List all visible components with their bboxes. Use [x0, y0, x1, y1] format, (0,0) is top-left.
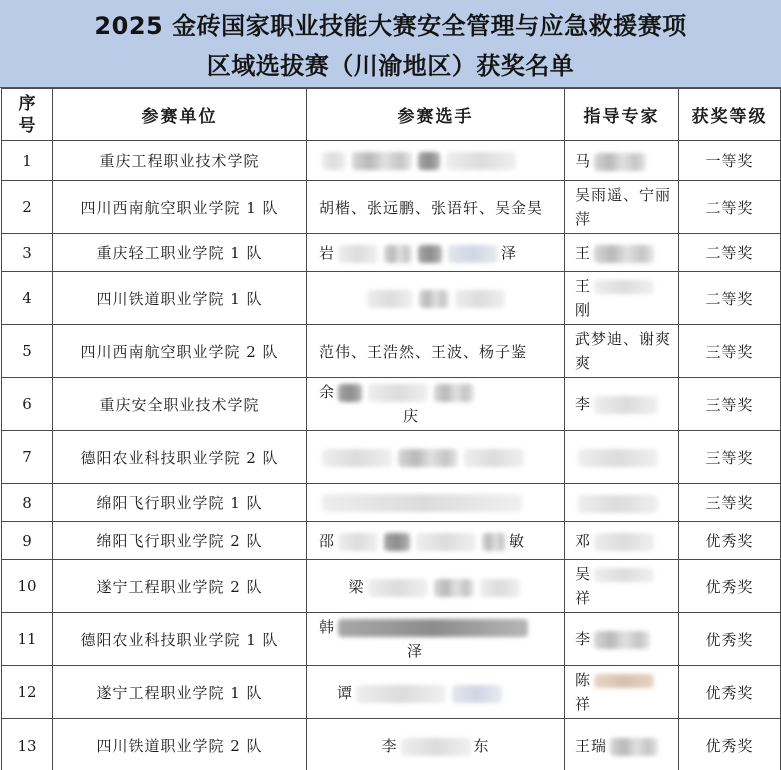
redaction-mark [338, 619, 528, 637]
redaction-mark [322, 152, 346, 170]
row-award: 二等奖 [679, 181, 781, 234]
redaction-mark [384, 533, 410, 551]
expert-text: 王 [575, 243, 592, 262]
header-unit: 参赛单位 [53, 89, 307, 141]
row-award: 三等奖 [679, 325, 781, 378]
redaction-mark [352, 152, 412, 170]
members-line1 [319, 615, 564, 639]
row-award: 二等奖 [679, 272, 781, 325]
title-line-2: 区域选拔赛（川渝地区）获奖名单 [206, 52, 575, 80]
row-members [307, 484, 565, 522]
row-unit: 德阳农业科技职业学院 1 队 [53, 613, 307, 666]
row-number: 10 [2, 560, 53, 613]
row-expert [565, 141, 679, 181]
row-members [307, 613, 565, 666]
members-tail: 泽 [501, 244, 518, 262]
redaction-mark [367, 290, 413, 308]
redaction-mark [578, 449, 658, 467]
redaction-mark [356, 685, 446, 703]
row-expert [565, 560, 679, 613]
award-table [1, 88, 781, 770]
row-number: 1 [2, 141, 53, 181]
redaction-mark [419, 290, 449, 308]
members-text: 李 [381, 737, 398, 755]
expert-text-value: 吴 [575, 565, 592, 583]
row-award: 三等奖 [679, 431, 781, 484]
row-number: 4 [2, 272, 53, 325]
header-seq-label: 序号 [18, 93, 36, 136]
document-header [0, 0, 781, 88]
table-row [2, 141, 781, 181]
row-members: 胡楷、张远鹏、张语轩、吴金昊 [307, 181, 565, 234]
redaction-mark [368, 384, 428, 402]
table-row [2, 484, 781, 522]
row-expert [565, 378, 679, 431]
members-tail: 东 [473, 737, 490, 755]
members-line2: 泽 [407, 642, 424, 660]
expert-text-line2: 刚 [575, 301, 592, 319]
members-line1 [319, 380, 564, 404]
members-text: 邵 [319, 532, 336, 550]
redaction-mark [384, 245, 412, 263]
table-row [2, 613, 781, 666]
redaction-mark [322, 494, 522, 512]
redaction-mark [594, 533, 654, 551]
row-unit: 德阳农业科技职业学院 2 队 [53, 431, 307, 484]
redaction-mark [594, 280, 654, 294]
row-number: 13 [2, 719, 53, 770]
expert-text-line2: 萍 [575, 210, 592, 228]
row-members [307, 666, 565, 719]
expert-text: 王瑞 [575, 736, 608, 755]
row-award: 优秀奖 [679, 613, 781, 666]
table-row [2, 181, 781, 234]
members-text: 谭 [337, 683, 354, 702]
redaction-mark [482, 533, 506, 551]
expert-text: 马 [575, 151, 592, 170]
row-unit: 四川铁道职业学院 1 队 [53, 272, 307, 325]
row-unit: 绵阳飞行职业学院 1 队 [53, 484, 307, 522]
header-seq [2, 89, 53, 141]
row-unit: 重庆安全职业技术学院 [53, 378, 307, 431]
redaction-mark [398, 449, 458, 467]
redaction-mark [368, 579, 428, 597]
expert-text: 李 [575, 395, 592, 413]
expert-text-line2: 爽 [575, 354, 592, 372]
redaction-mark [455, 290, 505, 308]
expert-text: 吴雨遥、宁丽 [575, 186, 672, 204]
row-number: 6 [2, 378, 53, 431]
row-members [307, 560, 565, 613]
row-number: 2 [2, 181, 53, 234]
row-award: 优秀奖 [679, 719, 781, 770]
table-header-row [2, 89, 781, 141]
table-row [2, 522, 781, 560]
redaction-mark [594, 631, 650, 649]
redaction-mark [594, 245, 654, 263]
row-unit: 四川西南航空职业学院 1 队 [53, 181, 307, 234]
expert-text: 邓 [575, 531, 592, 550]
table-row [2, 272, 781, 325]
redaction-mark [448, 245, 498, 263]
header-expert: 指导专家 [565, 89, 679, 141]
expert-text: 武梦迪、谢爽 [575, 330, 672, 348]
redaction-mark [464, 449, 524, 467]
members-tail: 敏 [509, 532, 526, 550]
redaction-mark [610, 738, 658, 756]
table-row [2, 666, 781, 719]
row-members [307, 522, 565, 560]
row-number: 12 [2, 666, 53, 719]
table-row [2, 560, 781, 613]
row-members [307, 378, 565, 431]
row-expert [565, 613, 679, 666]
row-members [307, 234, 565, 272]
row-unit: 四川铁道职业学院 2 队 [53, 719, 307, 770]
row-unit: 重庆轻工职业学院 1 队 [53, 234, 307, 272]
redaction-mark [416, 533, 476, 551]
redaction-mark [401, 738, 471, 756]
redaction-mark [594, 396, 658, 414]
row-award: 三等奖 [679, 378, 781, 431]
redaction-mark [594, 568, 654, 582]
redaction-mark [322, 449, 392, 467]
row-number: 7 [2, 431, 53, 484]
expert-text [575, 668, 678, 692]
table-row [2, 234, 781, 272]
expert-text: 李 [575, 630, 592, 648]
redaction-mark [594, 153, 646, 171]
members-text: 余 [319, 383, 336, 401]
redaction-mark [418, 245, 442, 263]
row-award: 三等奖 [679, 484, 781, 522]
title-line-1: 2025 金砖国家职业技能大赛安全管理与应急救援赛项 [94, 12, 687, 40]
redaction-mark [338, 245, 378, 263]
expert-text-value: 陈 [575, 671, 592, 689]
row-members [307, 719, 565, 770]
redaction-mark [338, 384, 362, 402]
header-members: 参赛选手 [307, 89, 565, 141]
redaction-mark [434, 579, 474, 597]
header-award: 获奖等级 [679, 89, 781, 141]
row-unit: 遂宁工程职业学院 1 队 [53, 666, 307, 719]
row-expert [565, 719, 679, 770]
members-text: 岩 [319, 244, 336, 262]
expert-text-line2: 祥 [575, 695, 592, 713]
row-expert [565, 181, 679, 234]
row-unit: 重庆工程职业技术学院 [53, 141, 307, 181]
row-number: 9 [2, 522, 53, 560]
row-award: 优秀奖 [679, 666, 781, 719]
redaction-mark [480, 579, 520, 597]
row-award: 优秀奖 [679, 522, 781, 560]
row-number: 11 [2, 613, 53, 666]
row-members [307, 431, 565, 484]
row-expert [565, 272, 679, 325]
members-text: 梁 [348, 577, 365, 596]
expert-text-line2: 祥 [575, 589, 592, 607]
table-row [2, 719, 781, 770]
row-members: 范伟、王浩然、王波、杨子鉴 [307, 325, 565, 378]
row-award: 优秀奖 [679, 560, 781, 613]
table-row [2, 325, 781, 378]
redaction-mark [434, 384, 474, 402]
row-unit: 四川西南航空职业学院 2 队 [53, 325, 307, 378]
redaction-mark [446, 152, 516, 170]
row-expert [565, 325, 679, 378]
table-row [2, 378, 781, 431]
row-unit: 遂宁工程职业学院 2 队 [53, 560, 307, 613]
row-members [307, 272, 565, 325]
redaction-mark [338, 533, 378, 551]
redaction-mark [578, 495, 658, 513]
row-expert [565, 484, 679, 522]
row-expert [565, 522, 679, 560]
row-number: 8 [2, 484, 53, 522]
row-number: 3 [2, 234, 53, 272]
row-award: 一等奖 [679, 141, 781, 181]
expert-text [575, 274, 678, 298]
redaction-mark [418, 152, 440, 170]
members-line2: 庆 [403, 407, 420, 425]
row-award: 二等奖 [679, 234, 781, 272]
expert-text [575, 562, 678, 586]
redaction-mark [452, 685, 502, 703]
row-unit: 绵阳飞行职业学院 2 队 [53, 522, 307, 560]
row-members [307, 141, 565, 181]
row-expert [565, 666, 679, 719]
table-row [2, 431, 781, 484]
members-text: 韩 [319, 618, 336, 636]
row-expert [565, 234, 679, 272]
redaction-mark [594, 674, 654, 688]
expert-text-value: 王 [575, 277, 592, 295]
row-number: 5 [2, 325, 53, 378]
row-expert [565, 431, 679, 484]
